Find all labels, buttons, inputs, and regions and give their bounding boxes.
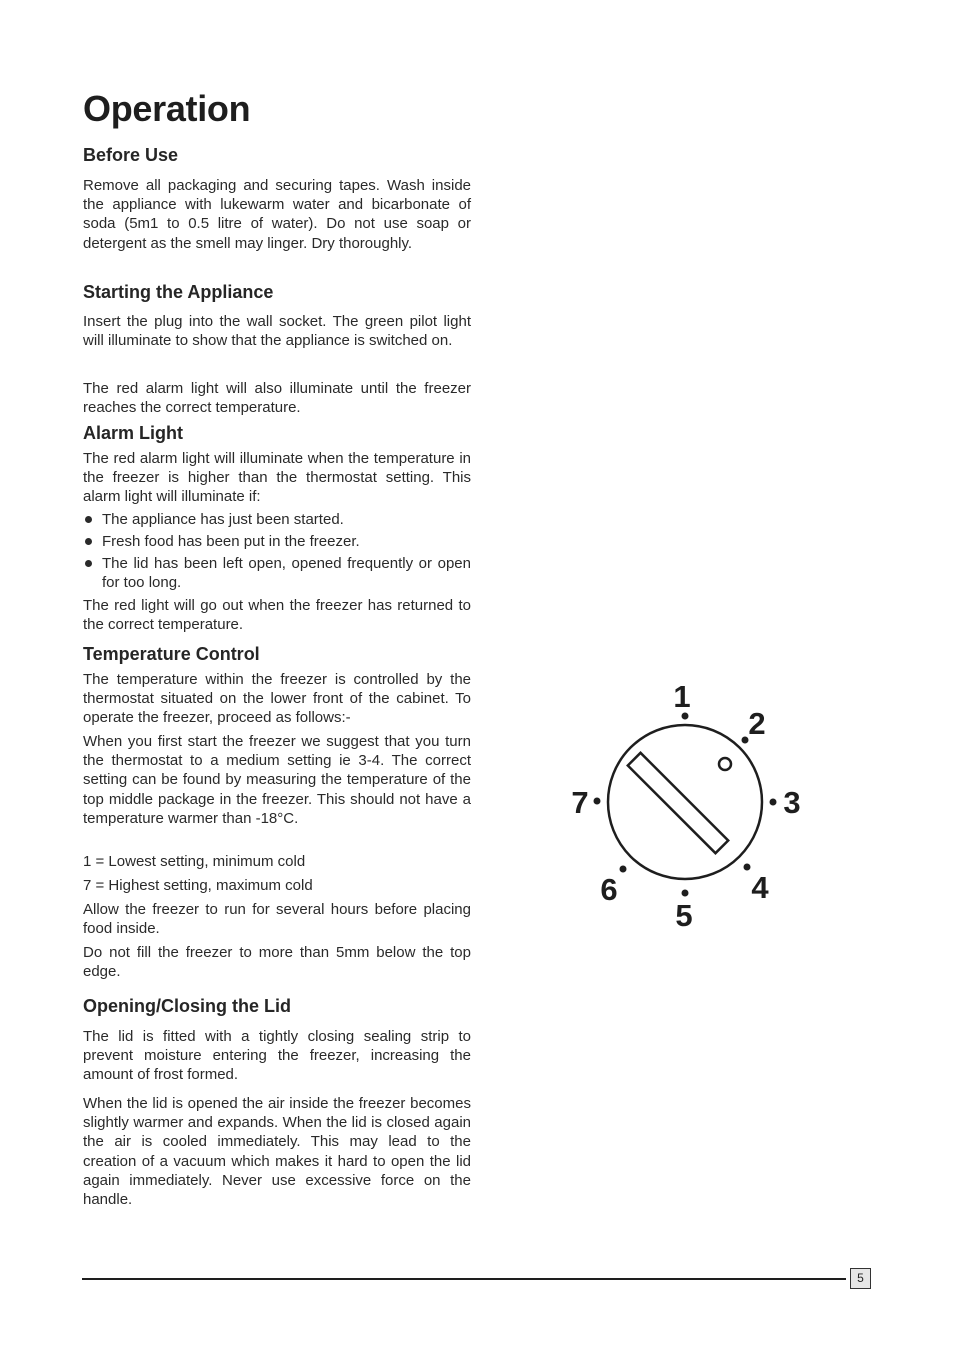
highest-setting-text: 7 = Highest setting, maximum cold: [83, 877, 313, 894]
dial-dot-3: [770, 799, 777, 806]
list-item-text: The lid has been left open, opened frequently or open for too long.: [102, 555, 471, 591]
dial-label-6: 6: [600, 872, 618, 907]
list-item: [83, 532, 471, 551]
page-title: Operation: [83, 88, 251, 129]
lid-text-2: When the lid is opened the air inside the freezer becomes slightly warmer and expands. When the lid is closed again the air is cooled immediately. This may lead to the creation of a vacuum which makes it hard to open the lid again immediately. Never use excessive force on the handle.: [83, 1095, 471, 1209]
dial-label-4: 4: [751, 870, 769, 905]
heading-temperature-control: Temperature Control: [83, 644, 260, 664]
dial-dot-4: [744, 864, 751, 871]
heading-starting-appliance: Starting the Appliance: [83, 282, 274, 302]
list-item: [83, 554, 471, 592]
temperature-text-1: The temperature within the freezer is controlled by the thermostat situated on the lower front of the cabinet. To operate the freezer, proceed as follows:-: [83, 671, 471, 727]
bullet-icon: [85, 560, 92, 567]
dial-circle: [608, 725, 762, 879]
temperature-text-4: Do not fill the freezer to more than 5mm below the top edge.: [83, 944, 471, 981]
heading-alarm-light: Alarm Light: [83, 423, 184, 443]
bullet-icon: [85, 516, 92, 523]
lid-text-1: The lid is fitted with a tightly closing sealing strip to prevent moisture entering the freezer, increasing the amount of frost formed.: [83, 1028, 471, 1084]
heading-opening-closing-lid: Opening/Closing the Lid: [83, 996, 291, 1016]
dial-label-7: 7: [571, 785, 589, 820]
footer-rule: [82, 1278, 846, 1280]
before-use-text: Remove all packaging and securing tapes. Wash inside the appliance with lukewarm water and bicarbonate of soda (5m1 to 0.5 litre of water). Do not use soap or detergent as the smell may linger. Dry thoroughly.: [83, 177, 471, 252]
dial-label-2: 2: [748, 706, 766, 741]
dial-marker-icon: [719, 758, 731, 770]
temperature-text-3: Allow the freezer to run for several hours before placing food inside.: [83, 901, 471, 938]
alarm-outro: The red light will go out when the freezer has returned to the correct temperature.: [83, 597, 471, 634]
starting-text-2: The red alarm light will also illuminate until the freezer reaches the correct temperature.: [83, 380, 471, 417]
bullet-icon: [85, 538, 92, 545]
heading-before-use: Before Use: [83, 145, 179, 165]
list-item-text: The appliance has just been started.: [102, 511, 344, 528]
list-item: [83, 510, 471, 529]
alarm-intro: The red alarm light will illuminate when the temperature in the freezer is higher than the thermostat setting. This alarm light will illuminate if:: [83, 450, 471, 506]
dial-knob-indicator: [628, 753, 728, 853]
dial-dot-5: [682, 890, 689, 897]
dial-label-5: 5: [675, 898, 693, 933]
dial-label-3: 3: [783, 785, 801, 820]
dial-dot-7: [594, 798, 601, 805]
starting-text-1: Insert the plug into the wall socket. The green pilot light will illuminate to show that the appliance is switched on.: [83, 313, 471, 350]
page-number: 5: [850, 1268, 871, 1289]
thermostat-dial: [560, 670, 820, 940]
lowest-setting-text: 1 = Lowest setting, minimum cold: [83, 853, 306, 870]
dial-label-1: 1: [673, 679, 691, 714]
list-item-text: Fresh food has been put in the freezer.: [102, 533, 360, 550]
temperature-text-2: When you first start the freezer we suggest that you turn the thermostat to a medium setting ie 3-4. The correct setting can be found by measuring the temperature of the top middle package in the freezer. This should not have a temperature warmer than -18°C.: [83, 733, 471, 827]
dial-dot-6: [620, 866, 627, 873]
